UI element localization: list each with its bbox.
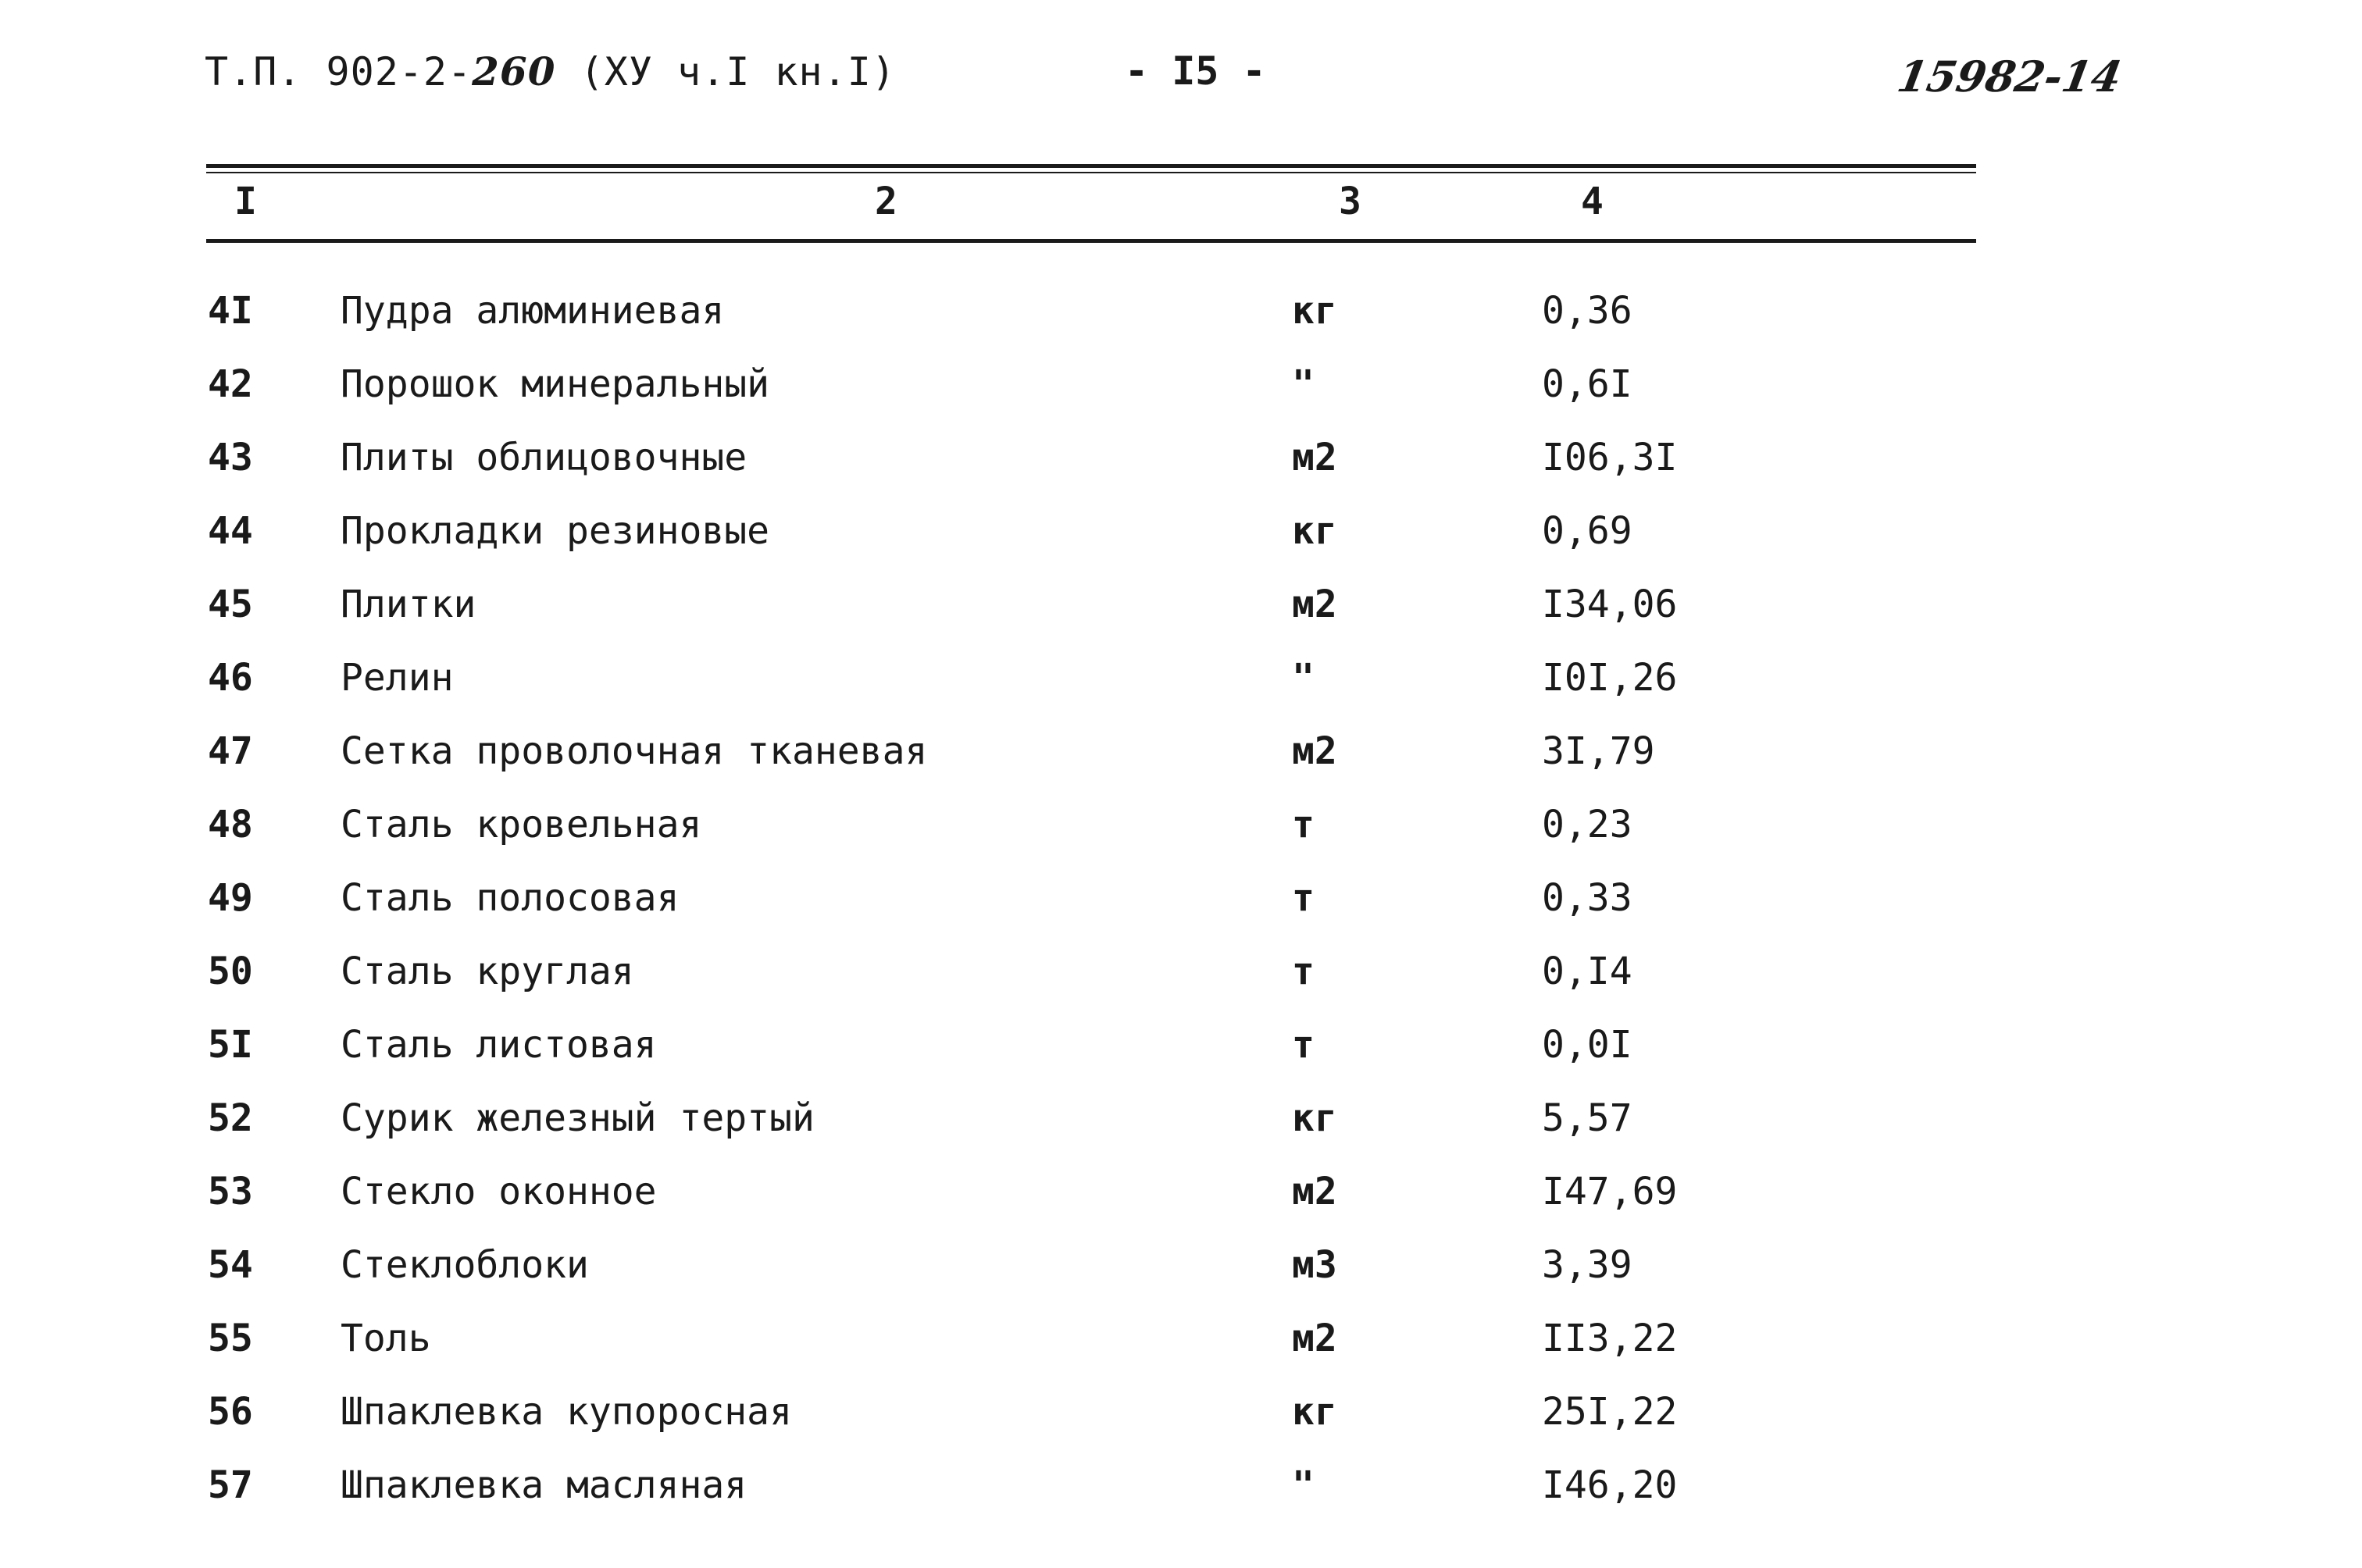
material-name: Шпаклевка масляная — [341, 1463, 747, 1507]
materials-table-body — [0, 289, 2362, 1537]
table-top-rule — [206, 164, 1976, 168]
table-row — [0, 1170, 2362, 1243]
material-name: Шпаклевка купоросная — [341, 1390, 792, 1434]
table-row — [0, 1317, 2362, 1390]
document-reference — [205, 48, 896, 94]
material-name: Пудра алюминиевая — [341, 289, 725, 333]
quantity: II3,22 — [1542, 1317, 1678, 1360]
row-number: 45 — [208, 583, 253, 626]
quantity: 0,I4 — [1542, 950, 1632, 993]
quantity: 0,36 — [1542, 289, 1632, 333]
unit: т — [1292, 876, 1315, 920]
material-name: Сталь кровельная — [341, 803, 702, 846]
column-header-3: 3 — [1339, 180, 1361, 223]
row-number: 5I — [208, 1023, 253, 1067]
quantity: 0,0I — [1542, 1023, 1632, 1067]
quantity: I06,3I — [1542, 436, 1678, 479]
row-number: 47 — [208, 729, 253, 773]
quantity: I46,20 — [1542, 1463, 1678, 1507]
unit: кг — [1292, 1096, 1337, 1140]
unit: т — [1292, 950, 1315, 993]
quantity: 5,57 — [1542, 1096, 1632, 1140]
table-row — [0, 436, 2362, 509]
row-number: 57 — [208, 1463, 253, 1507]
row-number: 56 — [208, 1390, 253, 1434]
table-top-rule-thin — [206, 172, 1976, 173]
quantity: 0,6I — [1542, 362, 1632, 406]
material-name: Стекло оконное — [341, 1170, 657, 1213]
row-number: 44 — [208, 509, 253, 553]
material-name: Сетка проволочная тканевая — [341, 729, 928, 773]
row-number: 54 — [208, 1243, 253, 1287]
material-name: Толь — [341, 1317, 431, 1360]
row-number: 55 — [208, 1317, 253, 1360]
unit: " — [1292, 362, 1315, 406]
table-row — [0, 1023, 2362, 1096]
material-name: Сурик железный тертый — [341, 1096, 815, 1140]
row-number: 52 — [208, 1096, 253, 1140]
table-header-bottom-rule — [206, 239, 1976, 243]
column-header-1: I — [234, 180, 257, 223]
unit: кг — [1292, 509, 1337, 553]
quantity: I47,69 — [1542, 1170, 1678, 1213]
material-name: Плиты облицовочные — [341, 436, 747, 479]
row-number: 49 — [208, 876, 253, 920]
unit: " — [1292, 1463, 1315, 1507]
quantity: 3,39 — [1542, 1243, 1632, 1287]
doc-ref-prefix: Т.П. 902-2- — [205, 49, 473, 94]
doc-ref-handwritten-number: 260 — [472, 48, 556, 94]
quantity: 3I,79 — [1542, 729, 1655, 773]
table-row — [0, 1096, 2362, 1170]
unit: м2 — [1292, 1170, 1337, 1213]
table-row — [0, 1390, 2362, 1463]
archive-number: 15982-14 — [1893, 52, 2126, 102]
unit: м2 — [1292, 583, 1337, 626]
table-row — [0, 803, 2362, 876]
row-number: 46 — [208, 656, 253, 700]
row-number: 50 — [208, 950, 253, 993]
unit: м2 — [1292, 436, 1337, 479]
quantity: 25I,22 — [1542, 1390, 1678, 1434]
table-row — [0, 362, 2362, 436]
quantity: I34,06 — [1542, 583, 1678, 626]
quantity: I0I,26 — [1542, 656, 1678, 700]
unit: м2 — [1292, 729, 1337, 773]
quantity: 0,23 — [1542, 803, 1632, 846]
row-number: 4I — [208, 289, 253, 333]
material-name: Порошок минеральный — [341, 362, 770, 406]
unit: м2 — [1292, 1317, 1337, 1360]
table-row — [0, 509, 2362, 583]
table-row — [0, 1463, 2362, 1537]
doc-ref-suffix: (ХУ ч.I кн.I) — [580, 49, 896, 94]
row-number: 42 — [208, 362, 253, 406]
unit: м3 — [1292, 1243, 1337, 1287]
table-row — [0, 950, 2362, 1023]
table-row — [0, 729, 2362, 803]
quantity: 0,33 — [1542, 876, 1632, 920]
unit: т — [1292, 1023, 1315, 1067]
column-header-4: 4 — [1581, 180, 1604, 223]
unit: т — [1292, 803, 1315, 846]
row-number: 48 — [208, 803, 253, 846]
table-row — [0, 1243, 2362, 1317]
row-number: 53 — [208, 1170, 253, 1213]
material-name: Сталь полосовая — [341, 876, 680, 920]
material-name: Сталь круглая — [341, 950, 634, 993]
table-row — [0, 583, 2362, 656]
material-name: Стеклоблоки — [341, 1243, 589, 1287]
unit: кг — [1292, 1390, 1337, 1434]
material-name: Сталь листовая — [341, 1023, 657, 1067]
row-number: 43 — [208, 436, 253, 479]
table-row — [0, 876, 2362, 950]
column-header-2: 2 — [875, 180, 897, 223]
unit: " — [1292, 656, 1315, 700]
table-row — [0, 656, 2362, 729]
material-name: Прокладки резиновые — [341, 509, 770, 553]
material-name: Плитки — [341, 583, 476, 626]
page-number: - I5 - — [1125, 48, 1266, 94]
unit: кг — [1292, 289, 1337, 333]
material-name: Релин — [341, 656, 454, 700]
table-row — [0, 289, 2362, 362]
quantity: 0,69 — [1542, 509, 1632, 553]
